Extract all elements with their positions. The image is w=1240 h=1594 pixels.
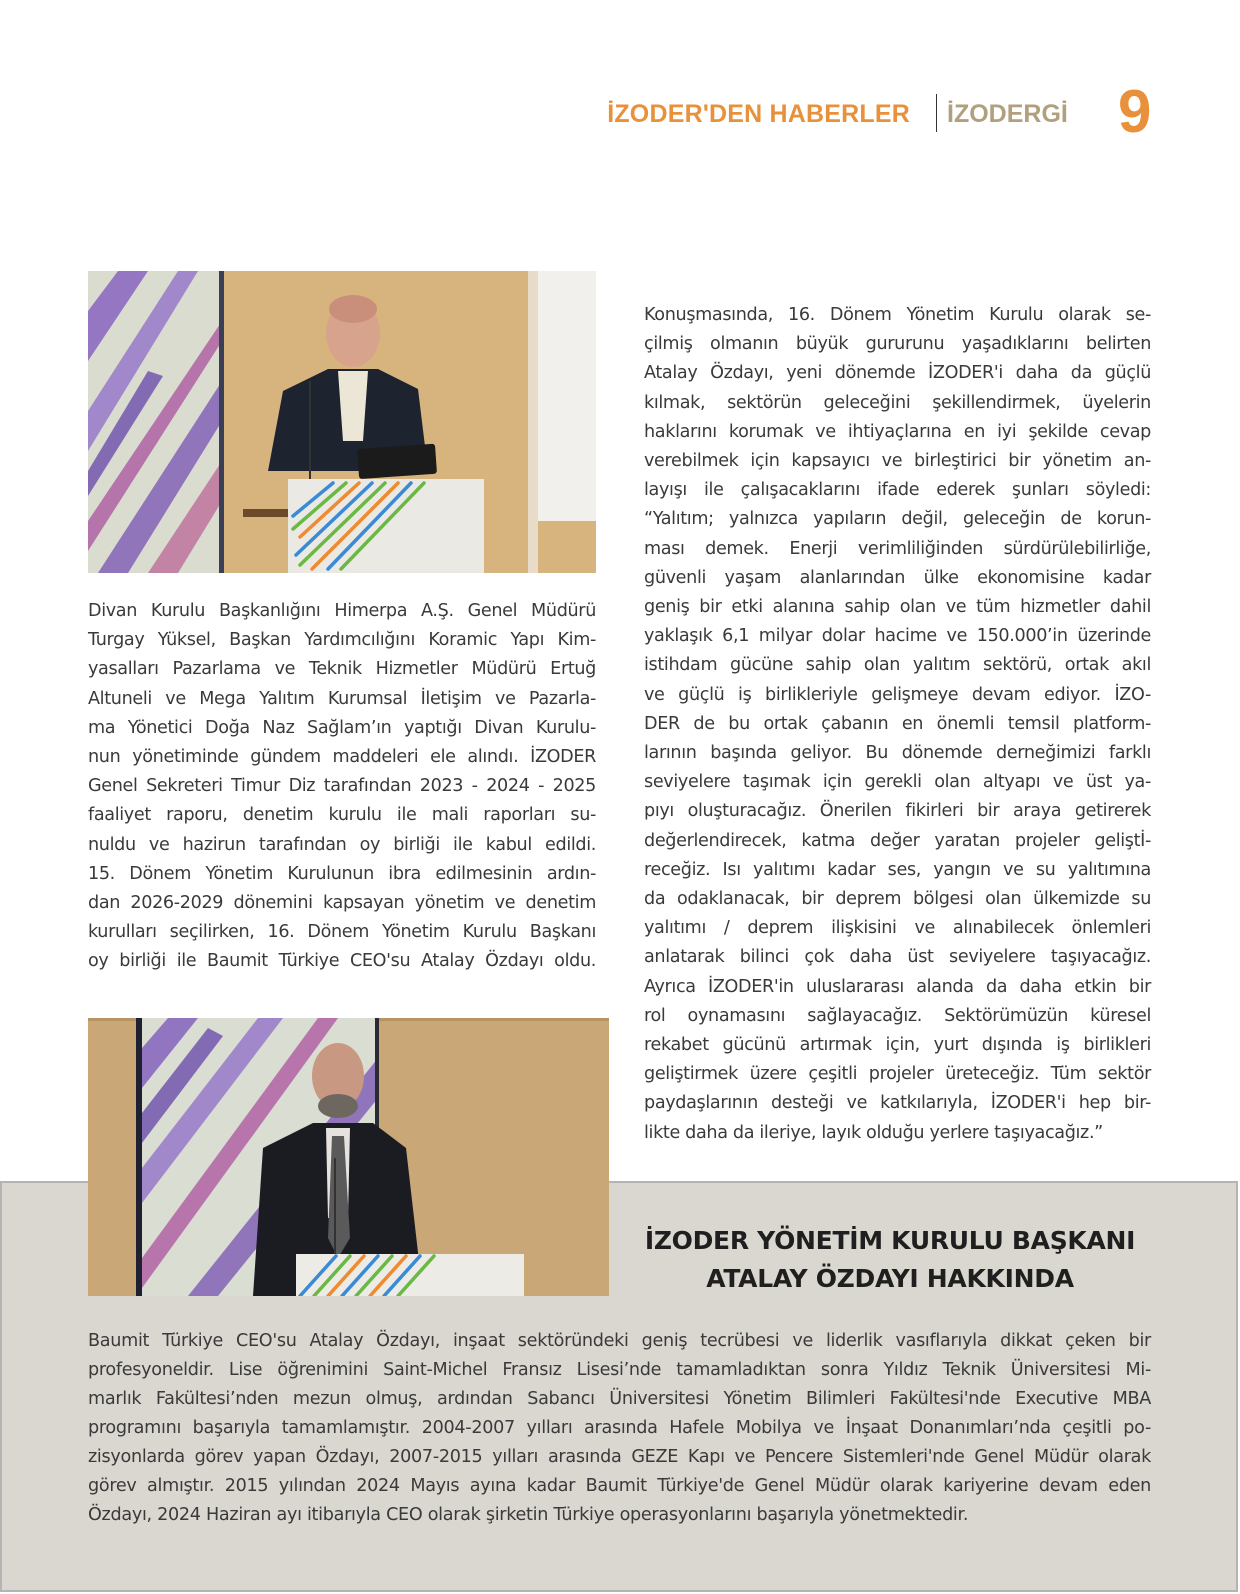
text-line: layışı ile çalışacaklarını ifade ederek şunları söyledi: <box>644 480 1151 501</box>
text-line: Turgay Yüksel, Başkan Yardımcılığını Koramic Yapı Kim- <box>88 630 596 651</box>
text-line: Altuneli ve Mega Yalıtım Kurumsal İletişim ve Pazarla- <box>88 688 596 709</box>
page-header <box>0 78 1240 146</box>
photo-speaker-2 <box>88 1018 609 1296</box>
text-line: da odaklanacak, bir deprem bölgesi olan ülkemizde su <box>644 889 1151 910</box>
text-line: görev almıştır. 2015 yılından 2024 Mayıs ayına kadar Baumit Türkiye'de Genel Müdür olarak kariyerine devam eden <box>88 1476 1151 1496</box>
text-line: kurulları seçilirken, 16. Dönem Yönetim Kurulu Başkanı <box>88 922 596 943</box>
text-line: oy birliği ile Baumit Türkiye CEO'su Atalay Özdayı oldu. <box>88 951 596 972</box>
text-line: geniş bir etki alanına sahip olan ve tüm hizmetler dahil <box>644 597 1151 618</box>
photo-speaker-1 <box>88 271 596 573</box>
magazine-name: İZODERGİ <box>947 100 1068 128</box>
text-line: 15. Dönem Yönetim Kurulunun ibra edilmesinin ardın- <box>88 863 596 884</box>
text-line: programını başarıyla tamamlamıştır. 2004-2007 yılları arasında Hafele Mobilya ve İnşaat Donanımları’nda çeşitli po- <box>88 1418 1151 1438</box>
section-title: İZODER'DEN HABERLER <box>607 100 910 128</box>
header-divider <box>936 94 937 132</box>
text-line: rol oynamasını sağlayacağız. Sektörümüzün küresel <box>644 1005 1151 1026</box>
text-line: seviyelere taşımak için gerekli olan altyapı ve üst ya- <box>644 772 1151 793</box>
text-line: ması demek. Enerji verimliliğinden sürdürülebilirliğe, <box>644 538 1151 559</box>
text-line: nun yönetiminde gündem maddeleri ele alındı. İZODER <box>88 747 596 768</box>
text-line: güvenli yaşam alanlarından ülke ekonomisine kadar <box>644 567 1151 588</box>
text-line: yaklaşık 6,1 milyar dolar hacime ve 150.000’in üzerinde <box>644 626 1151 647</box>
right-column-text <box>644 301 1151 1148</box>
text-line: DER de bu ortak çabanın en önemli temsil platform- <box>644 713 1151 734</box>
text-line: çilmiş olmanın büyük gururunu yaşadıklarını belirten <box>644 334 1151 355</box>
text-line: yasalları Pazarlama ve Teknik Hizmetler Müdürü Ertuğ <box>88 659 596 680</box>
text-line: kılmak, sektörün geleceğini şekillendirmek, üyelerin <box>644 392 1151 413</box>
text-line: profesyoneldir. Lise öğrenimini Saint-Michel Fransız Lisesi’nde tamamladıktan sonra Yıldız Teknik Üniversitesi Mi- <box>88 1360 1151 1380</box>
text-line: paydaşlarının desteği ve katkılarıyla, İZODER'i hep bir- <box>644 1093 1151 1114</box>
text-line: ve güçlü iş birlikleriyle gelişmeye devam ediyor. İZO- <box>644 684 1151 705</box>
about-box-text <box>88 1327 1151 1530</box>
text-line: değerlendirecek, katma değer yaratan projeler geliştİ- <box>644 830 1151 851</box>
about-box-title <box>610 1222 1170 1298</box>
text-line: receğiz. Isı yalıtımı kadar ses, yangın ve su yalıtımına <box>644 859 1151 880</box>
text-line: nuldu ve hazirun tarafından oy birliği ile kabul edildi. <box>88 834 596 855</box>
text-line: ma Yönetici Doğa Naz Sağlam’ın yaptığı Divan Kurulu- <box>88 717 596 738</box>
about-title-line2: ATALAY ÖZDAYI HAKKINDA <box>706 1264 1074 1293</box>
text-line: Konuşmasında, 16. Dönem Yönetim Kurulu olarak se- <box>644 305 1151 325</box>
text-line: Divan Kurulu Başkanlığını Himerpa A.Ş. Genel Müdürü <box>88 601 596 621</box>
text-line: Atalay Özdayı, yeni dönemde İZODER'i daha da güçlü <box>644 363 1151 384</box>
text-line: anlatarak bilinci çok daha üst seviyelere taşıyacağız. <box>644 947 1151 968</box>
text-line: Özdayı, 2024 Haziran ayı itibarıyla CEO olarak şirketin Türkiye operasyonlarını başarıyla yönetmektedir. <box>88 1505 969 1525</box>
text-line: likte daha da ileriye, layık olduğu yerlere taşıyacağız.” <box>644 1122 1103 1143</box>
text-line: rekabet gücünü artırmak için, yurt dışında iş birlikleri <box>644 1035 1151 1056</box>
text-line: marlık Fakültesi’nden mezun olmuş, ardından Sabancı Üniversitesi Yönetim Bilimleri Fakültesi'nde Executive MBA <box>88 1389 1151 1409</box>
text-line: Genel Sekreteri Timur Diz tarafından 2023 - 2024 - 2025 <box>88 776 596 797</box>
text-line: geliştirmek üzere çeşitli projeler üreteceğiz. Tüm sektör <box>644 1064 1151 1085</box>
text-line: faaliyet raporu, denetim kurulu ile mali raporları su- <box>88 805 596 826</box>
page-number: 9 <box>1118 78 1152 145</box>
text-line: zisyonlarda görev yapan Özdayı, 2007-2015 yılları arasında GEZE Kapı ve Pencere Sistemleri'nde Genel Müdür olarak <box>88 1447 1151 1467</box>
about-title-line1: İZODER YÖNETİM KURULU BAŞKANI <box>644 1226 1136 1255</box>
text-line: verebilmek için kapsayıcı ve birleştirici bir yönetim an- <box>644 451 1151 472</box>
text-line: yalıtımı / deprem ilişkisini ve alınabilecek önlemleri <box>644 918 1151 939</box>
text-line: haklarını korumak ve ihtiyaçlarına en iyi şekilde cevap <box>644 421 1151 442</box>
text-line: istihdam gücüne sahip olan yalıtım sektörü, ortak akıl <box>644 655 1151 676</box>
text-line: “Yalıtım; yalnızca yapıların değil, geleceğin de korun- <box>644 509 1151 530</box>
left-column-text <box>88 597 596 977</box>
text-line: larının başında geliyor. Bu dönemde derneğimizi farklı <box>644 743 1151 764</box>
text-line: Baumit Türkiye CEO'su Atalay Özdayı, inşaat sektöründeki geniş tecrübesi ve liderlik vasıflarıyla dikkat çeken bir <box>88 1331 1151 1351</box>
text-line: pıyı oluşturacağız. Önerilen fikirleri bir araya getirerek <box>644 801 1151 822</box>
text-line: dan 2026-2029 dönemini kapsayan yönetim ve denetim <box>88 893 596 914</box>
text-line: Ayrıca İZODER'in uluslararası alanda da daha etkin bir <box>644 976 1151 997</box>
